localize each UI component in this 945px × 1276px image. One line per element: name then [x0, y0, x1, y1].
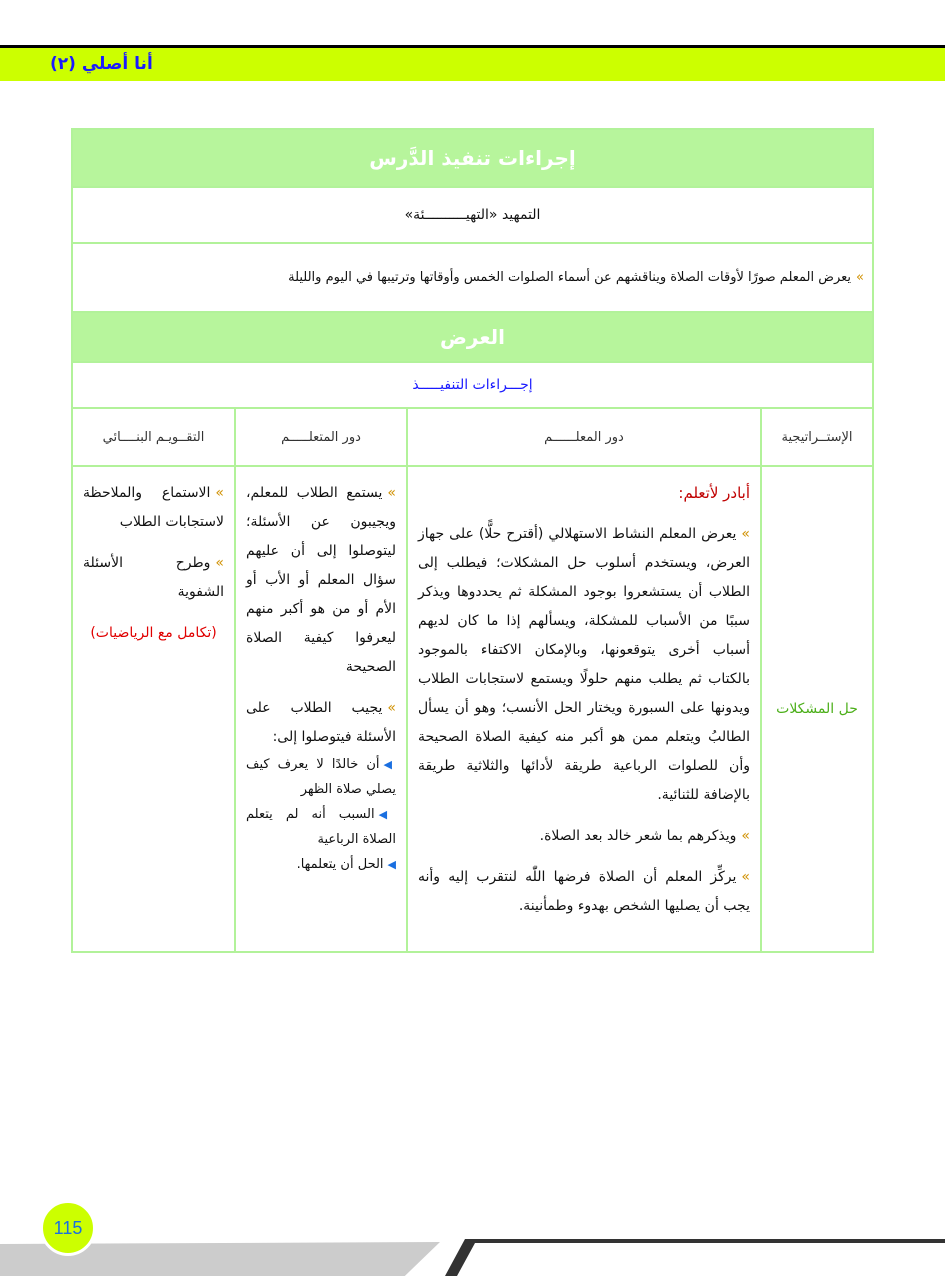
- learner-cell: [234, 467, 406, 951]
- intro-text: يعرض المعلم صورًا لأوقات الصلاة ويناقشهم عن أسماء الصلوات الخمس وأوقاتها وترتيبها في اليوم والليلة: [288, 270, 852, 285]
- bullet-icon: »: [741, 869, 750, 885]
- assessment-cell: [73, 467, 234, 951]
- lesson-title: أنا أصلي (٢): [50, 54, 153, 74]
- assessment-item: »الاستماع والملاحظة لاستجابات الطلاب: [83, 485, 224, 530]
- integration-note: (تكامل مع الرياضيات): [90, 625, 217, 641]
- bullet-icon: »: [741, 526, 750, 542]
- col-assessment: التقــويـم البنــــائي: [102, 429, 205, 445]
- triangle-bullet-icon: ◀: [378, 808, 396, 821]
- teacher-item: »يركِّز المعلم أن الصلاة فرضها اللّٰه لنتقرب إليه وأنه يجب أن يصليها الشخص بهدوء وطمأنينة.: [418, 869, 750, 914]
- page-number: 115: [40, 1200, 96, 1256]
- assessment-item: »وطرح الأسئلة الشفوية: [83, 555, 224, 600]
- header-band: [0, 48, 945, 81]
- learner-item: »يستمع الطلاب للمعلم، ويجيبون عن الأسئلة؛ ليتوصلوا إلى أن عليهم سؤال المعلم أو الأب أو الأم أو من هو أكبر منهم ليعرفوا كيفية الصلاة الصحيحة: [246, 485, 396, 675]
- bullet-icon: »: [215, 485, 224, 501]
- triangle-bullet-icon: ◀: [383, 758, 396, 771]
- footer-dark-band: [445, 1239, 945, 1276]
- teacher-item: »يعرض المعلم النشاط الاستهلالي (أقترح حلًّا) على جهاز العرض، ويستخدم أسلوب حل المشكلات؛ فيطلب إلى الطلاب أن يستشعروا بوجود المشكلة ثم يحددوها ويذكر سببًا من الأسباب للمشكلة، ويسألهم إذا ما كان لديهم أسباب أخرى يتوقعونها، وبالإمكان الاكتفاء بالموجود بالكتاب ثم يطلب منهم حلولًا ويستمع لاستجابات الطلاب ويدونها على السبورة ويختار الحل الأنسب؛ وهو أن يسأل الطالبُ ويتعلم ممن هو أكبر منه كيفية الصلاة الصحيحة وأن للصلوات الرباعية طريقة لأدائها والثلاثية طريقة بالإضافة للثنائية.: [418, 526, 750, 803]
- table-body-row: [73, 467, 872, 951]
- bullet-icon: »: [215, 555, 224, 571]
- learner-item: »يجيب الطلاب على الأسئلة فيتوصلوا إلى:: [246, 700, 396, 745]
- teacher-label: أبادر لأتعلم:: [678, 484, 750, 502]
- col-teacher: دور المعلــــــم: [406, 409, 760, 465]
- bullet-icon: »: [387, 700, 396, 716]
- procedures-heading: إجـــراءات التنفيـــــذ: [73, 363, 872, 409]
- presentation-heading: العرض: [73, 313, 872, 363]
- learner-sub-item: ◀السبب أنه لم يتعلم الصلاة الرباعية: [246, 807, 396, 847]
- bullet-icon: »: [856, 270, 864, 285]
- teacher-cell: [406, 467, 760, 951]
- col-learner: دور المتعلـــــم: [234, 409, 406, 465]
- learner-sub-item: ◀أن خالدًا لا يعرف كيف يصلي صلاة الظهر: [246, 757, 396, 797]
- table-title: إجراءات تنفيذ الدَّرس: [73, 130, 872, 188]
- triangle-bullet-icon: ◀: [387, 858, 396, 871]
- bullet-icon: »: [387, 485, 396, 501]
- column-headers: [73, 409, 872, 467]
- col-strategy: الإستــراتيجية: [760, 409, 872, 465]
- teacher-item: »ويذكرهم بما شعر خالد بعد الصلاة.: [539, 828, 750, 844]
- intro-heading: التمهيد «التهيــــــــــئة»: [73, 188, 872, 244]
- learner-sub-item: ◀الحل أن يتعلمها.: [296, 857, 396, 872]
- bullet-icon: »: [741, 828, 750, 844]
- intro-text-row: [73, 244, 872, 313]
- lesson-procedures-table: [71, 128, 874, 953]
- strategy-cell: حل المشكلات: [760, 467, 872, 951]
